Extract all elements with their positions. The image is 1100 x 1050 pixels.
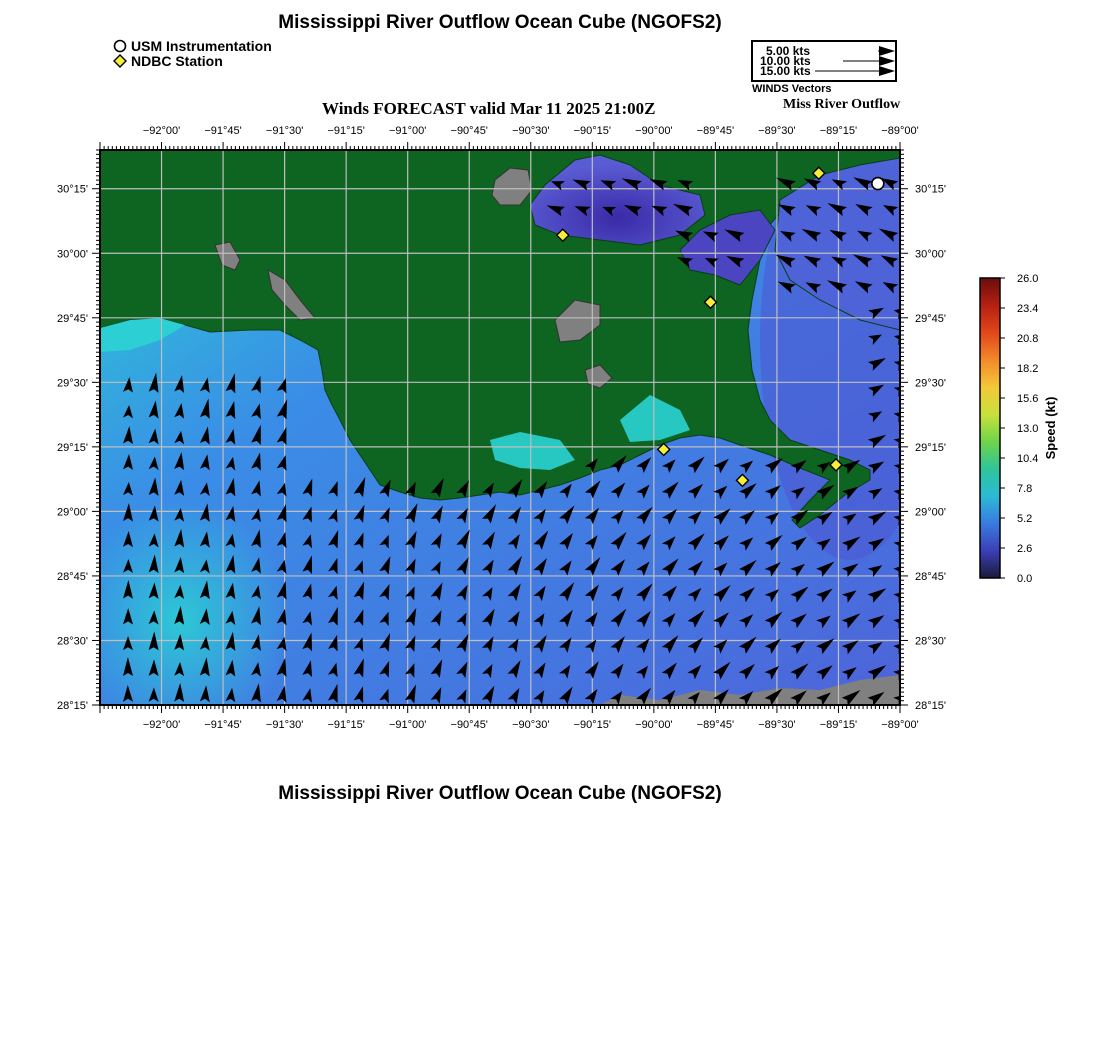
wind-arrow [739,715,755,731]
lon-tick-label-bottom: −89°15' [819,719,858,731]
colorbar-tick-label: 5.2 [1017,513,1033,525]
colorbar-tick-label: 15.6 [1017,393,1039,405]
colorbar-tick-label: 23.4 [1017,303,1039,315]
lat-tick-label-left: 29°30' [57,377,88,390]
lat-tick-label-right: 28°45' [915,570,946,583]
lon-tick-label-bottom: −91°45' [204,719,242,731]
lon-tick-label-bottom: −89°00' [881,719,919,731]
lat-tick-label-left: 28°30' [57,635,88,648]
lon-tick-label-bottom: −90°00' [635,719,673,731]
lon-tick-label-bottom: −90°45' [450,719,488,731]
legend-usm-label: USM Instrumentation [131,38,272,54]
lat-tick-label-left: 29°00' [57,506,88,519]
colorbar-gradient [980,278,1000,578]
vector-key-5: 5.00 kts [766,44,811,58]
colorbar-ticks [1000,273,1038,585]
vector-key-15: 15.00 kts [760,64,811,78]
wind-arrow [251,710,263,728]
lat-tick-label-right: 28°30' [915,635,946,648]
colorbar-tick-label: 0.0 [1017,573,1033,585]
lat-tick-label-left: 29°15' [57,441,88,454]
lon-tick-label-top: −92°00' [142,125,181,137]
colorbar [970,268,1070,588]
lon-tick-label-top: −90°45' [450,125,488,137]
colorbar-tick-label: 26.0 [1017,273,1039,285]
map-title: Winds FORECAST valid Mar 11 2025 21:00Z [322,99,656,118]
lon-tick-label-bottom: −91°15' [327,719,365,731]
lon-labels-bottom [143,719,919,731]
lon-tick-label-bottom: −90°30' [512,719,550,731]
lon-tick-label-top: −89°45' [696,125,735,137]
lat-tick-label-right: 30°00' [915,248,946,261]
lon-labels-top [143,125,919,137]
lat-tick-label-right: 29°15' [915,441,946,454]
lat-tick-label-left: 30°00' [57,248,88,261]
lat-tick-label-right: 28°15' [915,700,946,712]
colorbar-tick-label: 20.8 [1017,333,1039,345]
lon-tick-label-bottom: −92°00' [142,719,181,731]
vector-key-caption: WINDS Vectors [752,83,832,95]
colorbar-label: Speed (kt) [1043,396,1058,460]
lon-tick-label-top: −91°00' [388,125,427,137]
lat-tick-label-left: 28°15' [57,700,88,712]
vector-key-10: 10.00 kts [760,54,811,68]
lon-tick-label-top: −89°00' [881,125,919,137]
lon-tick-label-top: −89°30' [758,125,796,137]
wind-arrow [610,710,629,730]
lon-tick-label-bottom: −91°30' [265,719,304,731]
lat-tick-label-right: 29°30' [915,377,946,390]
colorbar-tick-label: 7.8 [1017,483,1033,495]
lon-tick-label-top: −91°30' [265,125,304,137]
region-label: Miss River Outflow [783,97,901,112]
lon-tick-label-top: −90°30' [512,125,550,137]
lon-tick-label-top: −91°45' [204,125,242,137]
lon-tick-label-top: −90°15' [573,125,612,137]
lat-tick-label-left: 30°15' [57,183,88,196]
legend-ndbc-label: NDBC Station [131,53,223,69]
wind-arrow [302,708,316,728]
lat-tick-label-right: 30°15' [915,183,946,196]
lat-tick-label-right: 29°45' [915,312,946,325]
lat-tick-label-right: 29°00' [915,506,946,519]
colorbar-tick-label: 13.0 [1017,423,1039,435]
lat-tick-label-left: 28°45' [57,570,88,583]
lon-tick-label-bottom: −89°30' [758,719,796,731]
page-title: Mississippi River Outflow Ocean Cube (NGOFS2) [278,12,722,33]
colorbar-tick-label: 10.4 [1017,453,1039,465]
wind-arrow [431,713,445,730]
lon-tick-label-top: −91°15' [327,125,365,137]
lon-tick-label-top: −89°15' [819,125,858,137]
colorbar-tick-label: 18.2 [1017,363,1039,375]
lon-tick-label-bottom: −89°45' [696,719,735,731]
lon-tick-label-bottom: −91°00' [388,719,427,731]
lon-tick-label-bottom: −90°15' [573,719,612,731]
usm-station-marker [872,178,884,190]
bottom-title: Mississippi River Outflow Ocean Cube (NGOFS2) [278,783,722,804]
lat-tick-label-left: 29°45' [57,312,88,325]
wind-arrow [123,713,133,728]
lon-tick-label-top: −90°00' [635,125,673,137]
colorbar-tick-label: 2.6 [1017,543,1033,555]
lat-labels-left [57,184,88,712]
lat-labels-right [915,184,946,712]
